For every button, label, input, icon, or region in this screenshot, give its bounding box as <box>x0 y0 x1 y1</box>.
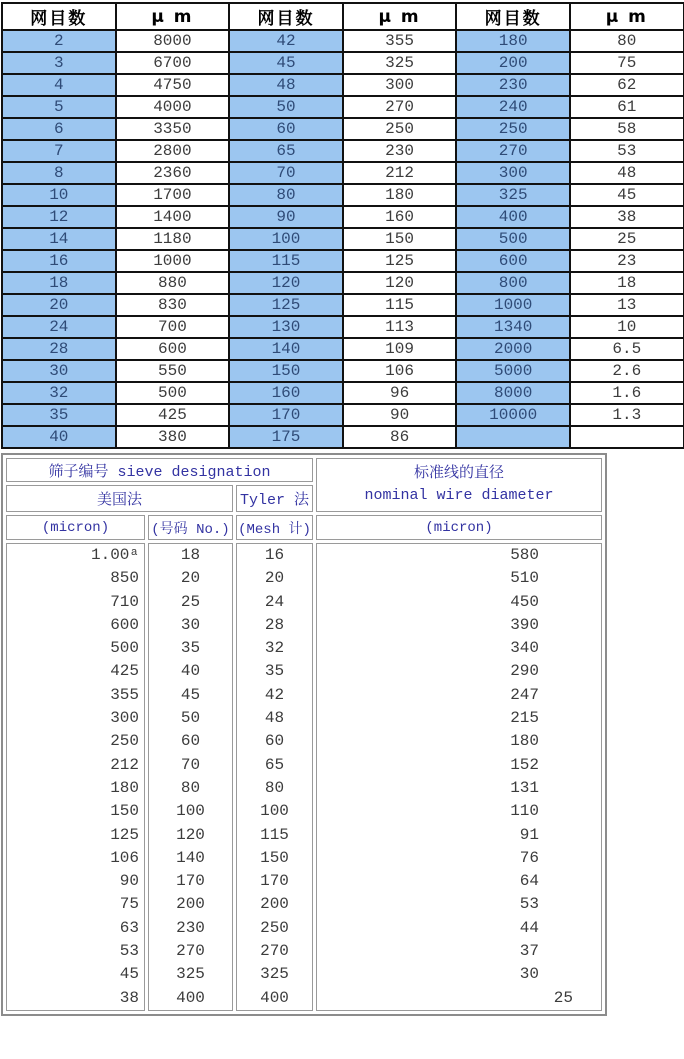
table-cell: 1000 <box>116 250 230 272</box>
table-cell: 140 <box>176 848 205 867</box>
table-cell: 13 <box>570 294 684 316</box>
table-cell: 180 <box>456 30 570 52</box>
sieve-table-header <box>3 455 605 543</box>
table-cell: 170 <box>260 872 289 891</box>
table-cell: 16 <box>264 546 285 564</box>
table-cell: 80 <box>180 778 201 797</box>
table-cell: 2.6 <box>570 360 684 382</box>
table-cell: 140 <box>229 338 343 360</box>
table-cell: 30 <box>180 615 201 634</box>
table-cell: 130 <box>229 316 343 338</box>
table-cell: 2360 <box>116 162 230 184</box>
table-cell: 1000 <box>456 294 570 316</box>
table-cell: 10000 <box>456 404 570 426</box>
table-row <box>2 338 684 360</box>
table-row <box>2 74 684 96</box>
table-cell: 880 <box>116 272 230 294</box>
table-cell: 113 <box>343 316 457 338</box>
table-cell: 106 <box>110 848 139 867</box>
table-cell: 28 <box>264 615 285 634</box>
table-cell: 600 <box>456 250 570 272</box>
table-cell: 35 <box>180 639 201 658</box>
table-cell: 270 <box>260 942 289 961</box>
table-cell: 2800 <box>116 140 230 162</box>
table-cell: 65 <box>229 140 343 162</box>
column-us-number-values <box>148 543 233 1011</box>
header-row-1 <box>6 458 602 482</box>
table-cell: 44 <box>519 918 539 937</box>
table-cell: 710 <box>110 592 139 611</box>
table-cell: 2 <box>2 30 116 52</box>
table-cell: 50 <box>229 96 343 118</box>
table-cell: 270 <box>456 140 570 162</box>
table-cell: 38 <box>570 206 684 228</box>
table-cell: 120 <box>176 825 205 844</box>
header-us-micron: (micron) <box>6 515 145 540</box>
table-cell: 75 <box>119 895 139 914</box>
table-cell: 53 <box>570 140 684 162</box>
table-cell: 200 <box>260 895 289 914</box>
table-cell: 250 <box>110 732 139 751</box>
table-cell: 100 <box>260 802 289 821</box>
table-cell: 109 <box>343 338 457 360</box>
table-header-row <box>2 3 684 30</box>
table-cell: 53 <box>519 895 539 914</box>
table-row <box>2 360 684 382</box>
table-cell: 1.00ᵃ <box>90 546 139 564</box>
table-cell: 250 <box>343 118 457 140</box>
table-cell: 24 <box>2 316 116 338</box>
column-us-micron-values <box>6 543 145 1011</box>
table-cell: 247 <box>510 685 539 704</box>
table-cell: 32 <box>2 382 116 404</box>
table-cell: 18 <box>180 546 201 564</box>
table-cell: 42 <box>229 30 343 52</box>
table-cell: 18 <box>2 272 116 294</box>
table-cell: 240 <box>456 96 570 118</box>
table-cell: 37 <box>519 942 539 961</box>
table-cell: 50 <box>180 709 201 728</box>
table-cell: 200 <box>176 895 205 914</box>
table-cell: 90 <box>229 206 343 228</box>
table-cell: 325 <box>456 184 570 206</box>
header-nominal-wire-diameter-en: nominal wire diameter <box>364 487 554 504</box>
table-cell: 230 <box>343 140 457 162</box>
table-cell: 45 <box>229 52 343 74</box>
table-cell: 96 <box>343 382 457 404</box>
table-cell: 53 <box>119 942 139 961</box>
table-cell: 25 <box>553 988 573 1007</box>
table-cell: 6700 <box>116 52 230 74</box>
table-row <box>2 118 684 140</box>
table-cell: 1340 <box>456 316 570 338</box>
table-cell: 325 <box>176 965 205 984</box>
table-cell: 200 <box>456 52 570 74</box>
table-row <box>2 382 684 404</box>
table-row <box>2 96 684 118</box>
table-cell: 80 <box>264 778 285 797</box>
table-cell: 120 <box>343 272 457 294</box>
table-cell: 60 <box>229 118 343 140</box>
table-cell: 1180 <box>116 228 230 250</box>
table-cell: 100 <box>229 228 343 250</box>
table-cell: 28 <box>2 338 116 360</box>
header-nominal-wire-diameter <box>316 458 602 512</box>
table-cell: 91 <box>519 825 539 844</box>
column-header-mesh-2: 网目数 <box>229 3 343 30</box>
table-cell: 30 <box>2 360 116 382</box>
table-cell: 150 <box>229 360 343 382</box>
table-cell: 40 <box>2 426 116 448</box>
table-cell: 35 <box>2 404 116 426</box>
table-cell: 3 <box>2 52 116 74</box>
table-cell: 70 <box>180 755 201 774</box>
table-cell: 115 <box>343 294 457 316</box>
table-cell: 300 <box>456 162 570 184</box>
table-cell: 5000 <box>456 360 570 382</box>
table-cell: 550 <box>116 360 230 382</box>
table-cell: 48 <box>229 74 343 96</box>
table-cell: 1400 <box>116 206 230 228</box>
table-cell: 64 <box>519 872 539 891</box>
table-cell: 86 <box>343 426 457 448</box>
table-cell: 14 <box>2 228 116 250</box>
table-cell: 250 <box>456 118 570 140</box>
header-nominal-wire-diameter-cn: 标准线的直径 <box>414 465 505 482</box>
table-cell: 340 <box>510 639 539 658</box>
table-cell: 63 <box>119 918 139 937</box>
table-cell: 290 <box>510 662 539 681</box>
table-cell: 75 <box>570 52 684 74</box>
table-cell: 400 <box>456 206 570 228</box>
table-cell: 250 <box>260 918 289 937</box>
table-cell: 230 <box>176 918 205 937</box>
column-header-micron-1: μ m <box>116 3 230 30</box>
table-cell: 1700 <box>116 184 230 206</box>
table-cell: 8000 <box>456 382 570 404</box>
table-cell: 35 <box>264 662 285 681</box>
table-cell: 10 <box>570 316 684 338</box>
table-cell: 425 <box>110 662 139 681</box>
table-cell: 600 <box>110 615 139 634</box>
table-cell: 131 <box>510 778 539 797</box>
table-row <box>2 162 684 184</box>
table-cell: 510 <box>510 569 539 588</box>
column-header-micron-2: μ m <box>343 3 457 30</box>
column-wire-micron-values <box>316 543 602 1011</box>
table-cell: 270 <box>343 96 457 118</box>
table-cell: 80 <box>229 184 343 206</box>
table-cell: 58 <box>570 118 684 140</box>
table-cell: 125 <box>229 294 343 316</box>
column-header-mesh-1: 网目数 <box>2 3 116 30</box>
table-cell: 170 <box>176 872 205 891</box>
table-cell: 60 <box>264 732 285 751</box>
table-cell: 215 <box>510 709 539 728</box>
table-cell: 20 <box>264 569 285 588</box>
table-cell: 45 <box>119 965 139 984</box>
header-row-3 <box>6 515 602 540</box>
table-row <box>2 316 684 338</box>
table-cell: 180 <box>343 184 457 206</box>
header-wire-micron: (micron) <box>316 515 602 540</box>
table-cell: 580 <box>510 546 539 564</box>
table-cell: 2000 <box>456 338 570 360</box>
table-cell: 8 <box>2 162 116 184</box>
table-cell: 212 <box>110 755 139 774</box>
table-cell: 800 <box>456 272 570 294</box>
table-cell: 100 <box>176 802 205 821</box>
table-cell: 180 <box>510 732 539 751</box>
table-cell: 300 <box>343 74 457 96</box>
table-cell: 106 <box>343 360 457 382</box>
table-cell: 4 <box>2 74 116 96</box>
header-tyler-mesh: (Mesh 计) <box>236 515 313 540</box>
table-cell: 32 <box>264 639 285 658</box>
table-cell: 110 <box>510 802 539 821</box>
table-cell: 850 <box>110 569 139 588</box>
table-cell: 125 <box>343 250 457 272</box>
table-cell: 115 <box>260 825 289 844</box>
table-cell: 600 <box>116 338 230 360</box>
table-cell: 23 <box>570 250 684 272</box>
header-us-number: (号码 No.) <box>148 515 233 540</box>
table-cell: 212 <box>343 162 457 184</box>
column-header-mesh-3: 网目数 <box>456 3 570 30</box>
table-cell: 65 <box>264 755 285 774</box>
table-cell: 1.6 <box>570 382 684 404</box>
table-cell: 450 <box>510 592 539 611</box>
table-row <box>2 228 684 250</box>
table-cell: 61 <box>570 96 684 118</box>
table-cell: 160 <box>229 382 343 404</box>
table-cell: 80 <box>570 30 684 52</box>
table-cell: 60 <box>180 732 201 751</box>
table-row <box>2 140 684 162</box>
table-cell: 180 <box>110 778 139 797</box>
table-cell: 355 <box>343 30 457 52</box>
column-tyler-mesh-values <box>236 543 313 1011</box>
table-cell: 76 <box>519 848 539 867</box>
table-cell: 325 <box>343 52 457 74</box>
table-cell: 270 <box>176 942 205 961</box>
table-row <box>2 250 684 272</box>
table-cell: 4000 <box>116 96 230 118</box>
table-cell: 390 <box>510 615 539 634</box>
sieve-table-body <box>3 543 605 1011</box>
table-cell: 400 <box>176 988 205 1007</box>
table-cell: 20 <box>180 569 201 588</box>
table-cell: 90 <box>343 404 457 426</box>
table-cell <box>456 426 570 448</box>
table-cell: 18 <box>570 272 684 294</box>
table-cell: 120 <box>229 272 343 294</box>
table-cell: 90 <box>119 872 139 891</box>
table-cell: 6.5 <box>570 338 684 360</box>
table-cell: 300 <box>110 709 139 728</box>
header-us-method: 美国法 <box>6 485 233 512</box>
table-cell: 150 <box>260 848 289 867</box>
table-cell: 500 <box>116 382 230 404</box>
sieve-designation-table <box>1 453 607 1016</box>
table-cell: 150 <box>343 228 457 250</box>
table-cell: 70 <box>229 162 343 184</box>
table-cell: 160 <box>343 206 457 228</box>
table-cell: 170 <box>229 404 343 426</box>
table-cell: 16 <box>2 250 116 272</box>
table-row <box>2 184 684 206</box>
table-cell: 7 <box>2 140 116 162</box>
table-cell <box>570 426 684 448</box>
table-row <box>2 404 684 426</box>
table-cell: 3350 <box>116 118 230 140</box>
header-tyler-method: Tyler 法 <box>236 485 313 512</box>
table-cell: 175 <box>229 426 343 448</box>
table-cell: 355 <box>110 685 139 704</box>
table-cell: 48 <box>570 162 684 184</box>
table-cell: 1.3 <box>570 404 684 426</box>
table-cell: 20 <box>2 294 116 316</box>
table-row <box>2 426 684 448</box>
table-row <box>2 52 684 74</box>
table-cell: 42 <box>264 685 285 704</box>
table-cell: 30 <box>519 965 539 984</box>
data-columns-row <box>6 543 602 1011</box>
table-cell: 230 <box>456 74 570 96</box>
table-cell: 4750 <box>116 74 230 96</box>
table-cell: 400 <box>260 988 289 1007</box>
mesh-micron-conversion-table <box>1 2 684 449</box>
table-row <box>2 294 684 316</box>
table-cell: 45 <box>570 184 684 206</box>
table-cell: 325 <box>260 965 289 984</box>
table-row <box>2 272 684 294</box>
header-sieve-designation: 筛子编号 sieve designation <box>6 458 313 482</box>
table-cell: 12 <box>2 206 116 228</box>
table-cell: 6 <box>2 118 116 140</box>
table-cell: 25 <box>570 228 684 250</box>
table-cell: 500 <box>110 639 139 658</box>
table-cell: 24 <box>264 592 285 611</box>
table-body <box>2 30 684 448</box>
table-cell: 45 <box>180 685 201 704</box>
table-cell: 5 <box>2 96 116 118</box>
table-cell: 10 <box>2 184 116 206</box>
table-cell: 380 <box>116 426 230 448</box>
table-cell: 40 <box>180 662 201 681</box>
table-cell: 125 <box>110 825 139 844</box>
table-cell: 700 <box>116 316 230 338</box>
table-cell: 8000 <box>116 30 230 52</box>
table-cell: 48 <box>264 709 285 728</box>
table-cell: 38 <box>119 988 139 1007</box>
table-cell: 25 <box>180 592 201 611</box>
table-cell: 425 <box>116 404 230 426</box>
table-cell: 62 <box>570 74 684 96</box>
table-cell: 500 <box>456 228 570 250</box>
table-cell: 830 <box>116 294 230 316</box>
table-cell: 115 <box>229 250 343 272</box>
table-cell: 152 <box>510 755 539 774</box>
table-row <box>2 206 684 228</box>
column-header-micron-3: μ m <box>570 3 684 30</box>
table-row <box>2 30 684 52</box>
table-cell: 150 <box>110 802 139 821</box>
